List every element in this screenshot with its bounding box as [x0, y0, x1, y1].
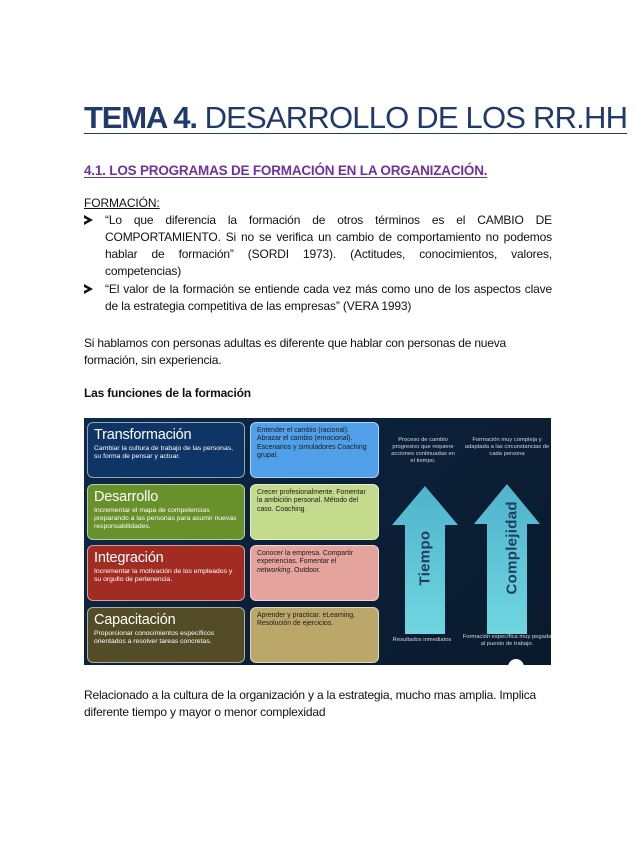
title-number: TEMA 4.	[84, 100, 197, 135]
desarrollo-title: Desarrollo	[94, 489, 159, 505]
integracion-title: Integración	[94, 550, 164, 566]
integracion-items-pre: Conocer la empresa. Compartir experiencias. Fomentar el	[257, 550, 354, 566]
note-resultados-inmediatos: Resultados inmediatos	[392, 637, 452, 643]
integracion-items-box	[250, 545, 379, 601]
integracion-items	[257, 550, 372, 575]
page-title	[84, 100, 627, 136]
capacitacion-title: Capacitación	[94, 612, 176, 628]
formacion-label: FORMACIÓN:	[84, 196, 160, 210]
arrow-bullet-icon	[84, 284, 93, 294]
transformacion-items-box	[250, 422, 379, 478]
transformacion-title: Transformación	[94, 427, 192, 443]
desarrollo-items-box	[250, 484, 379, 540]
tiempo-arrow-label: Tiempo	[416, 530, 434, 586]
transformacion-items: Entender el cambio (racional). Abrazar el cambio (emocional). Escenarios y simuladores Coaching grupal.	[257, 427, 367, 460]
heading-funciones: Las funciones de la formación	[84, 386, 251, 400]
bullet-text: “El valor de la formación se entiende cada vez más como uno de los aspectos clave de la estrategia competitiva de las empresas” (VERA 1993)	[105, 282, 552, 313]
transformacion-box	[87, 422, 245, 478]
note-formacion-compleja: Formación muy compleja y adaptada a las circunstancias de cada persona	[464, 437, 550, 457]
transformacion-desc: Cambiar la cultura de trabajo de las personas, su forma de pensar y actuar.	[94, 445, 234, 461]
note-proceso-cambio: Proceso de cambio progresivo que requiere acciones continuadas en el tiempo.	[391, 437, 455, 464]
section-subtitle: 4.1. LOS PROGRAMAS DE FORMACIÓN EN LA ORGANIZACIÓN.	[84, 163, 488, 178]
capacitacion-box	[87, 607, 245, 663]
capacitacion-items-box	[250, 607, 379, 663]
bullet-item	[84, 281, 552, 315]
paragraph-relacionado: Relacionado a la cultura de la organización y a la estrategia, mucho mas amplia. Implica diferente tiempo y mayor o menor complexidad	[84, 688, 536, 719]
integracion-items-post: . Outdoor.	[290, 566, 321, 574]
bullet-item	[84, 212, 552, 280]
bullet-text: “Lo que diferencia la formación de otros términos es el CAMBIO DE COMPORTAMIENTO. Si no se verifica un cambio de comportamiento no podemos hablar de formación” (SORDI 1973). (Actitudes, conocimientos, valores, competencias)	[105, 213, 552, 278]
paragraph-adults: Si hablamos con personas adultas es diferente que hablar con personas de nueva formación, sin experiencia.	[84, 336, 507, 367]
capacitacion-items: Aprender y practicar. eLearning. Resolución de ejercicios.	[257, 612, 356, 628]
integracion-desc: Incrementar la motivación de los empleados y su orgullo de pertenencia.	[94, 568, 233, 584]
desarrollo-box	[87, 484, 245, 540]
bullet-list	[84, 212, 552, 316]
title-text: DESARROLLO DE LOS RR.HH	[196, 100, 628, 135]
desarrollo-items: Crecer profesionalmente. Fomentar la ambición personal. Método del caso. Coaching.	[257, 489, 366, 513]
integracion-items-em: networking	[257, 566, 291, 574]
note-formacion-especifica: Formación específica muy pegada al puesto de trabajo.	[462, 634, 551, 647]
training-functions-infographic	[84, 418, 551, 665]
arrow-bullet-icon	[84, 215, 93, 225]
capacitacion-desc: Proporcionar conocimientos específicos orientados a resolver tareas concretas.	[94, 630, 215, 646]
desarrollo-desc: Incrementar el mapa de competencias preparando a las personas para asumir nuevas responsabilidades.	[94, 507, 237, 531]
complejidad-arrow-label: Complejidad	[503, 501, 521, 595]
integracion-box	[87, 545, 245, 601]
